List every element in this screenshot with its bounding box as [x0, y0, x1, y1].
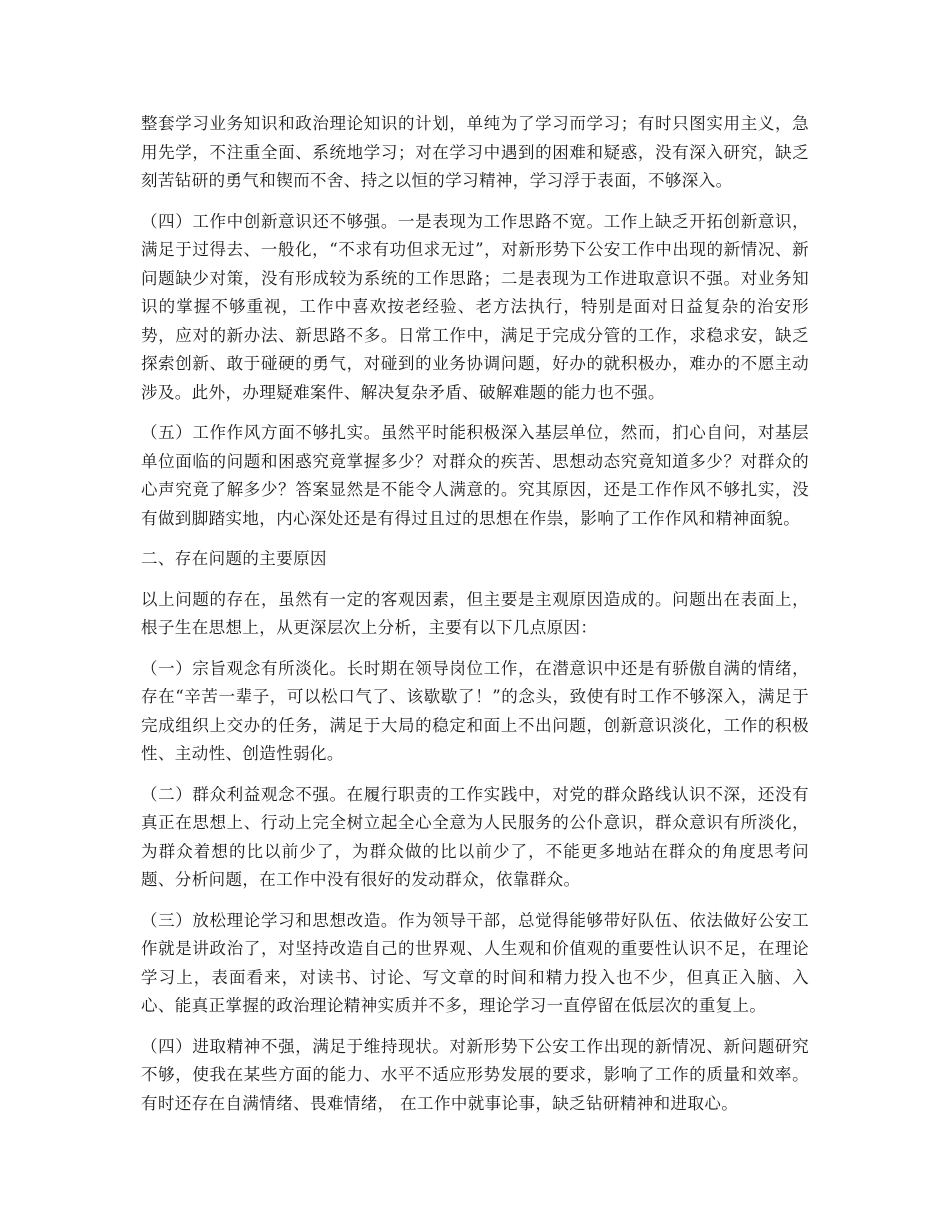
paragraph-study-plan: 整套学习业务知识和政治理论知识的计划，单纯为了学习而学习；有时只图实用主义，急用先学，不注重全面、系统地学习；对在学习中遇到的困难和疑惑，没有深入研究，缺乏刻苦钻研的勇气和锲而不舍、持之以恒的学习精神，学习浮于表面，不够深入。: [141, 114, 809, 190]
paragraph-cause-1: （一）宗旨观念有所淡化。长时期在领导岗位工作，在潜意识中还是有骄傲自满的情绪，存在“辛苦一辈子，可以松口气了、该歇歇了！”的念头，致使有时工作不够深入，满足于完成组织上交办的任务，满足于大局的稳定和面上不出问题，创新意识淡化，工作的积极性、主动性、创造性弱化。: [141, 658, 809, 763]
paragraph-cause-2: （二）群众利益观念不强。在履行职责的工作实践中，对党的群众路线认识不深，还没有真正在思想上、行动上完全树立起全心全意为人民服务的公仆意识，群众意识有所淡化，为群众着想的比以前少了，为群众做的比以前少了，不能更多地站在群众的角度思考问题、分析问题，在工作中没有很好的发动群众，依靠群众。: [141, 784, 809, 889]
paragraph-innovation: （四）工作中创新意识还不够强。一是表现为工作思路不宽。工作上缺乏开拓创新意识，满足于过得去、一般化，“不求有功但求无过”，对新形势下公安工作中出现的新情况、新问题缺少对策，没有形成较为系统的工作思路；二是表现为工作进取意识不强。对业务知识的掌握不够重视，工作中喜欢按老经验、老方法执行，特别是面对日益复杂的治安形势，应对的新办法、新思路不多。日常工作中，满足于完成分管的工作，求稳求安，缺乏探索创新、敢于碰硬的勇气，对碰到的业务协调问题，好办的就积极办，难办的不愿主动涉及。此外，办理疑难案件、解决复杂矛盾、破解难题的能力也不强。: [141, 211, 809, 402]
paragraph-causes-intro: 以上问题的存在，虽然有一定的客观因素，但主要是主观原因造成的。问题出在表面上，根子生在思想上，从更深层次上分析，主要有以下几点原因：: [141, 589, 809, 637]
paragraph-cause-4: （四）进取精神不强，满足于维持现状。对新形势下公安工作出现的新情况、新问题研究不够，使我在某些方面的能力、水平不适应形势发展的要求，影响了工作的质量和效率。有时还存在自满情绪、畏难情绪， 在工作中就事论事，缺乏钻研精神和进取心。: [141, 1036, 809, 1113]
document-body: [141, 110, 809, 1130]
section-heading-causes: 二、存在问题的主要原因: [141, 549, 327, 568]
paragraph-cause-3: （三）放松理论学习和思想改造。作为领导干部，总觉得能够带好队伍、依法做好公安工作就是讲政治了，对坚持改造自己的世界观、人生观和价值观的重要性认识不足，在理论学习上，表面看来，对读书、讨论、写文章的时间和精力投入也不少，但真正入脑、入心、能真正掌握的政治理论精神实质并不多，理论学习一直停留在低层次的重复上。: [141, 910, 809, 1015]
paragraph-work-style: （五）工作作风方面不够扎实。虽然平时能积极深入基层单位，然而，扪心自问，对基层单位面临的问题和困惑究竟掌握多少？对群众的疾苦、思想动态究竟知道多少？对群众的心声究竟了解多少？答案显然是不能令人满意的。究其原因，还是工作作风不够扎实，没有做到脚踏实地，内心深处还是有得过且过的思想在作祟，影响了工作作风和精神面貌。: [141, 423, 809, 528]
